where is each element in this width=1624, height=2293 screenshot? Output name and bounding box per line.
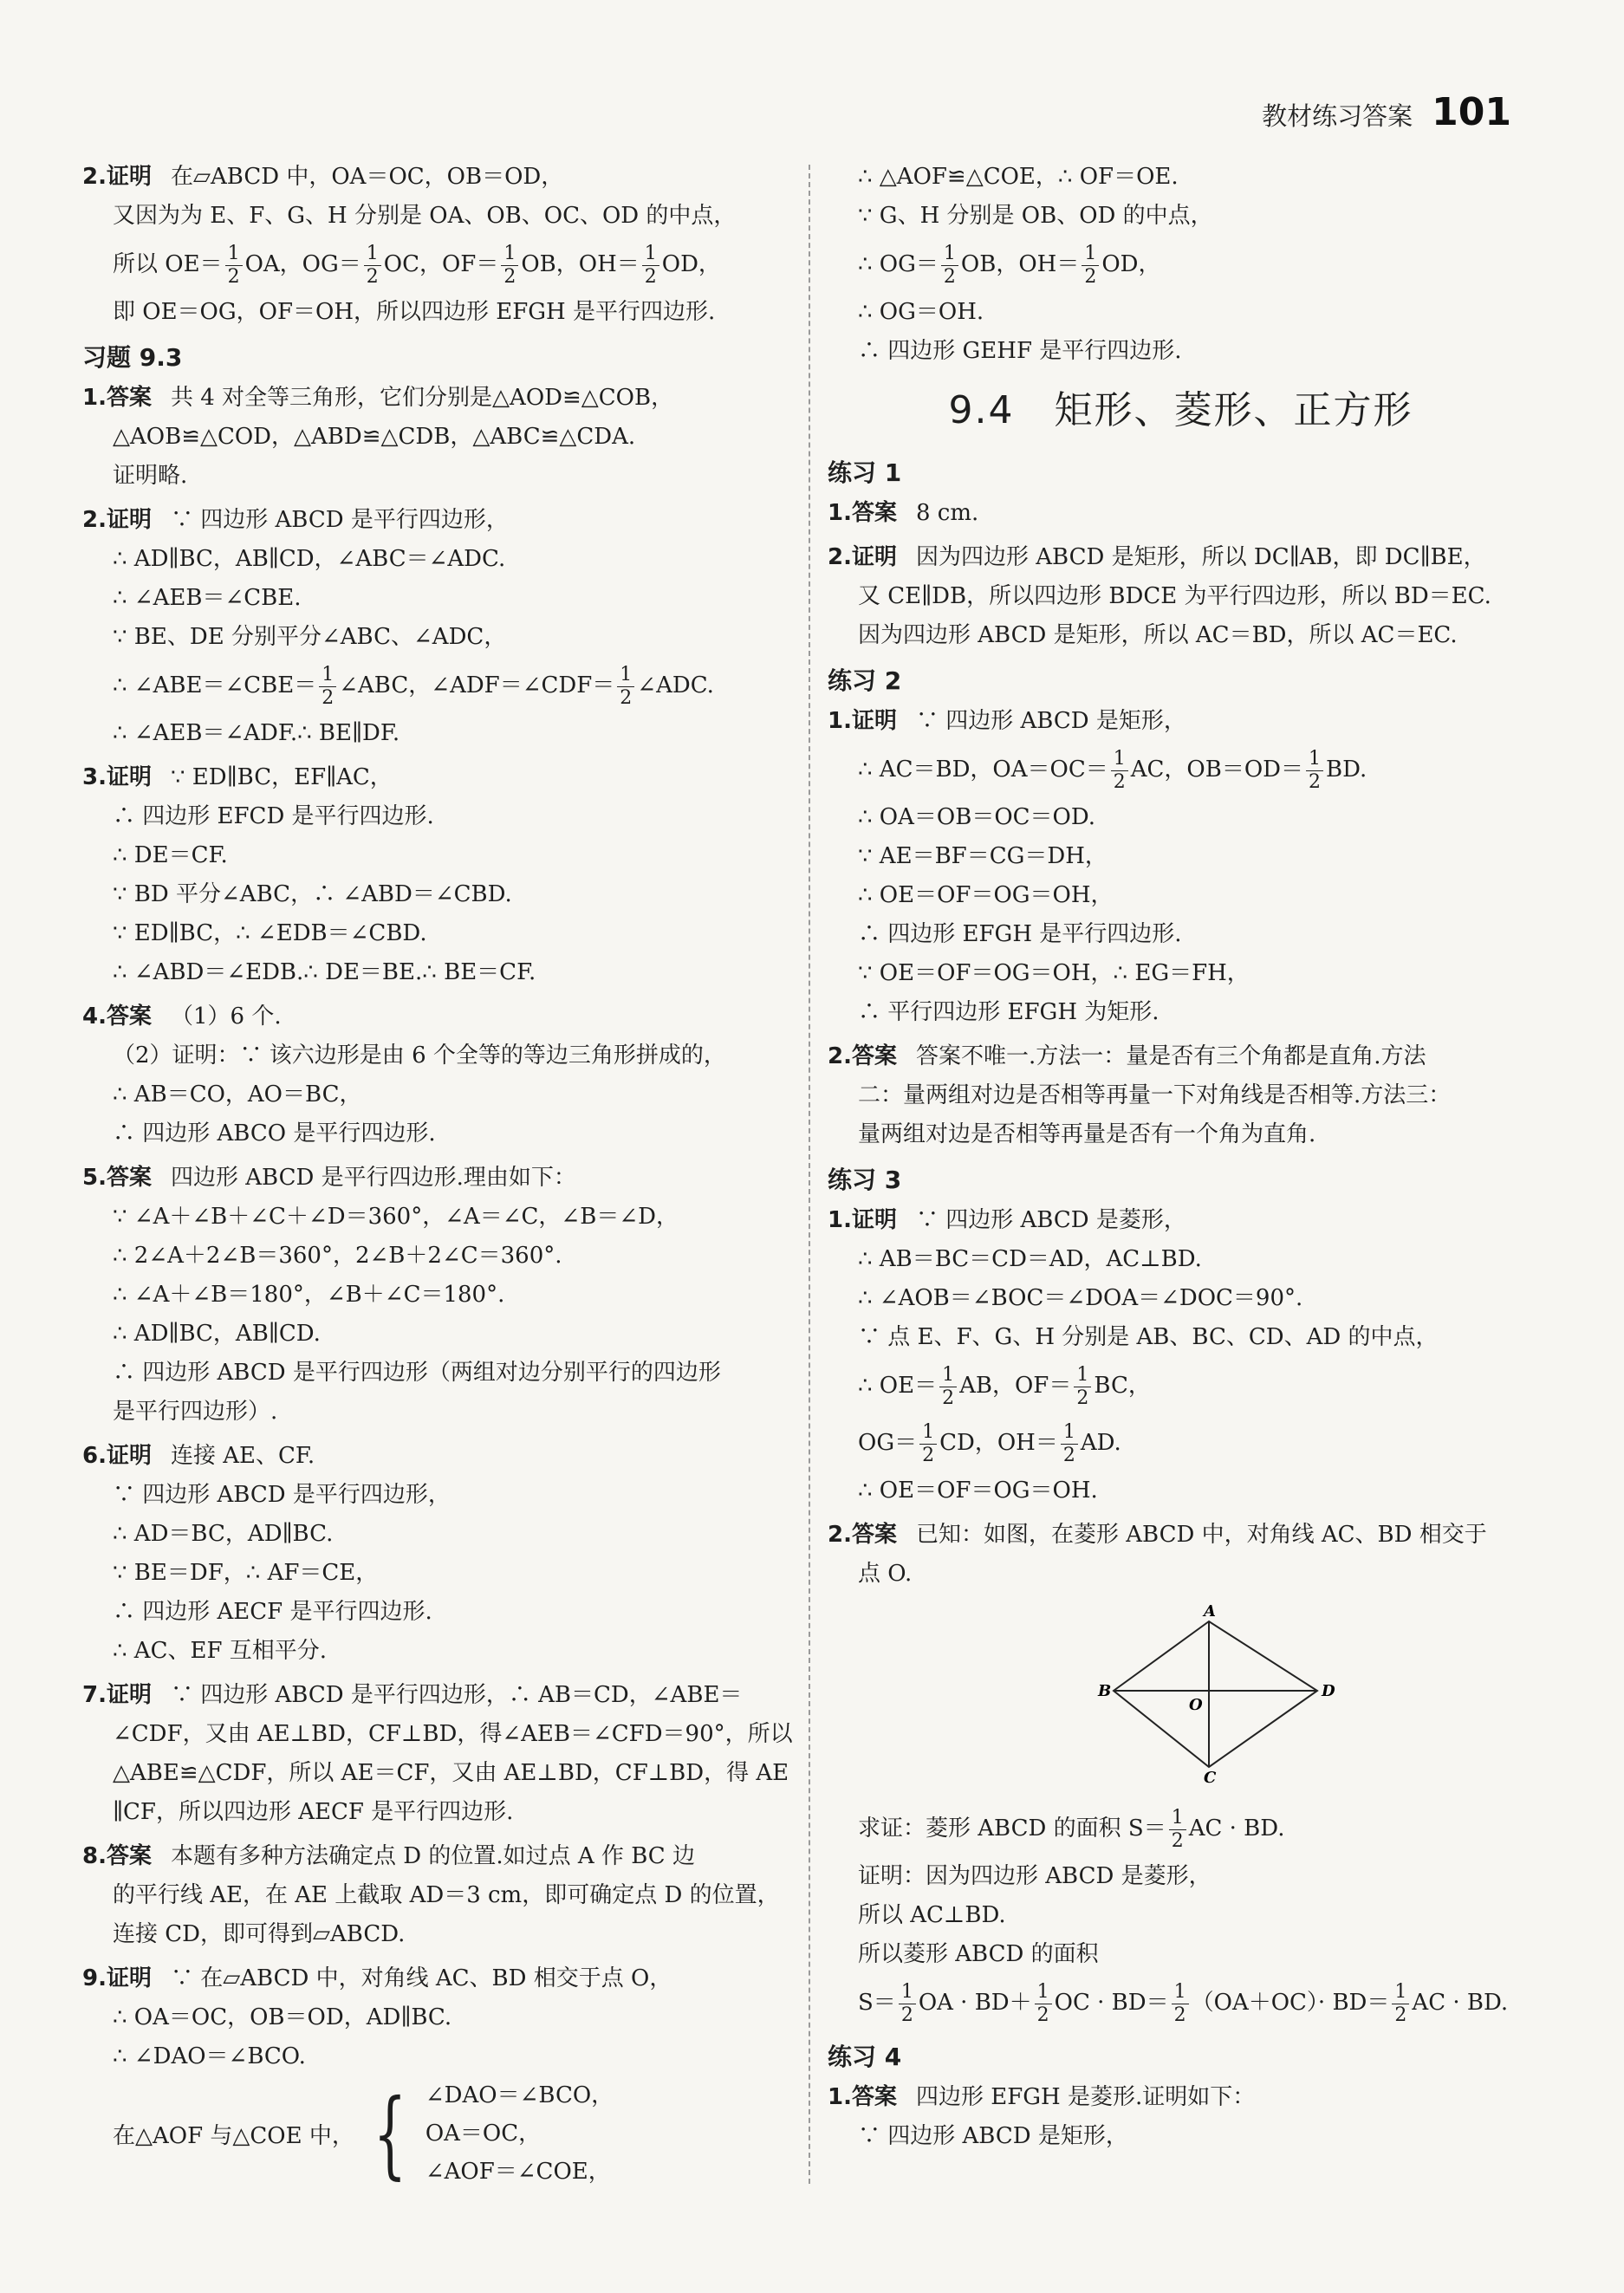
exercise-2: 2.证明 在▱ABCD 中，OA＝OC，OB＝OD， 又因为为 E、F、G、H 分别是 OA、OB、OC、OD 的中点， 所以 OE＝ $\frac{1}{2}$ OA，OG＝ $\frac{1}{2}$ OC，OF＝ $\frac{1}{2}$ OB，OH＝ $\frac{1}{2}$ OD， 即 OE＝OG，OF＝OH，所以四边形 EFGH 是平行四边形. xyxy=(82,164,737,325)
header-title: 教材练习答案 xyxy=(1262,101,1413,131)
label-o: O xyxy=(1189,1696,1203,1714)
label-b: B xyxy=(1098,1682,1112,1700)
exercise-6: 6.证明 连接 AE、CF. ∵ 四边形 ABCD 是平行四边形， ∴ AD＝BC，AD∥BC. ∵ BE＝DF，∴ AF＝CE， ∴ 四边形 AECF 是平行四边形. ∴ AC、EF 互相平分. xyxy=(82,1443,451,1664)
right-column: ∴ △AOF≌△COE，∴ OF＝OE. ∵ G、H 分别是 OB、OD 的中点， ∴ OG＝ $\frac{1}{2}$ OB，OH＝ $\frac{1}{2}$ OD， ∴ OG＝OH. ∴ 四边形 GEHF 是平行四边形. 9.4 矩形、菱形、正方形 练习 1 1.答案 8 cm. 2.证明 因为四边形 ABCD 是矩形，所以 DC∥AB，即 DC∥BE， 又 CE∥DB，所以四边形 BDCE 为平行四边形，所以 BD＝EC. 因为四边形 ABCD 是矩形，所以 AC＝BD，所以 AC＝EC. 练习 2 1.证明 ∵ 四边形 ABCD 是矩形， ∴ AC＝BD，OA＝OC＝ $\frac{1}{2}$ AC，OB＝OD＝ $\frac{1}{2}$ BD. ∴ OA＝OB＝OC＝OD. ∵ AE＝BF＝CG＝DH， ∴ OE＝OF＝OG＝OH， ∴ 四边形 EFGH 是平行四边形. ∵ OE＝OF＝OG＝OH，∴ EG＝FH， ∴ 平行四边形 EFGH 为矩形. 2.答案 答案不唯一.方法一：量是否有三个角都是直角.方法 二：量两组对边是否相等再量一下对角线是否相等.方法三： 量两组对边是否相等再量是否有一个角为直角. 练习 3 1.证明 ∵ 四边形 ABCD 是菱形， ∴ AB＝BC＝CD＝AD，AC⊥BD. ∴ ∠AOB＝∠BOC＝∠DOA＝∠DOC＝90°. ∵ 点 E、F、G、H 分别是 AB、BC、CD、AD 的中点， ∴ OE＝ $\frac{1}{2}$ AB，OF＝ $\frac{1}{2}$ BC， OG＝ $\frac{1}{2}$ CD，OH＝ $\frac{1}{2}$ AD. ∴ OE＝OF＝OG＝OH. 2.答案 已知：如图，在菱形 ABCD 中，对角线 AC、BD 相交于 点 O. A B C D O 求证：菱形 ABCD 的面积 S＝ $\frac{1}{2}$ AC · BD. 证明：因为四边形 ABCD 是菱形， 所以 AC⊥BD. 所以菱形 ABCD 的面积 S＝ $\frac{1}{2}$ OA · BD＋ $\frac{1}{2}$ OC · BD＝ $\frac{1}{2}$ （OA＋OC）· BD＝ $\frac{1}{2}$ AC · BD. 练习 4 1.答案 四边形 EFGH 是菱形.证明如下： ∵ 四边形 ABCD 是矩形， xyxy=(828,158,1534,2161)
exercise-5: 5.答案 四边形 ABCD 是平行四边形.理由如下： ∵ ∠A＋∠B＋∠C＋∠D＝360°，∠A＝∠C，∠B＝∠D， ∴ 2∠A＋2∠B＝360°，2∠B＋2∠C＝360°. ∴ ∠A＋∠B＝180°，∠B＋∠C＝180°. ∴ AD∥BC，AB∥CD. ∴ 四边形 ABCD 是平行四边形（两组对边分别平行的四边形 是平行四边形）. xyxy=(82,1165,721,1425)
exercise-7: 7.证明 ∵ 四边形 ABCD 是平行四边形，∴ AB＝CD，∠ABE＝ ∠CDF，又由 AE⊥BD，CF⊥BD，得∠AEB＝∠CFD＝90°，所以 △ABE≌△CDF，所以 AE＝CF，又由 AE⊥BD，CF⊥BD，得 AE ∥CF，所以四边形 AECF 是平行四边形. xyxy=(82,1682,793,1825)
exercise-2b: 2.证明 ∵ 四边形 ABCD 是平行四边形， ∴ AD∥BC，AB∥CD，∠ABC＝∠ADC. ∴ ∠AEB＝∠CBE. ∵ BE、DE 分别平分∠ABC、∠ADC， ∴ ∠ABE＝∠CBE＝ $\frac{1}{2}$ ∠ABC，∠ADF＝∠CDF＝ $\frac{1}{2}$ ∠ADC. ∴ ∠AEB＝∠ADF.∴ BE∥DF. xyxy=(82,507,714,746)
practice-4-heading: 练习 4 xyxy=(828,2043,902,2071)
rhombus-figure xyxy=(1088,1604,1534,1790)
exercise-3: 3.证明 ∵ ED∥BC，EF∥AC， ∴ 四边形 EFCD 是平行四边形. ∴ DE＝CF. ∵ BD 平分∠ABC，∴ ∠ABD＝∠CBD. ∵ ED∥BC，∴ ∠EDB＝∠CBD. ∴ ∠ABD＝∠EDB.∴ DE＝BE.∴ BE＝CF. xyxy=(82,764,536,985)
practice-3-heading: 练习 3 xyxy=(828,1166,902,1194)
label-a: A xyxy=(1204,1604,1216,1621)
practice-1-heading: 练习 1 xyxy=(828,458,902,487)
exercise-8: 8.答案 本题有多种方法确定点 D 的位置.如过点 A 作 BC 边 的平行线 AE，在 AE 上截取 AD＝3 cm，即可确定点 D 的位置， 连接 CD，即可得到▱ABCD. xyxy=(82,1843,780,1947)
exercise-4: 4.答案 （1）6 个. （2）证明：∵ 该六边形是由 6 个全等的等边三角形拼成的， ∴ AB＝CO，AO＝BC， ∴ 四边形 ABCO 是平行四边形. xyxy=(82,1004,726,1146)
chapter-title: 9.4 矩形、菱形、正方形 xyxy=(948,388,1413,432)
label-c: C xyxy=(1204,1769,1217,1786)
section-heading-exercises: 习题 9.3 xyxy=(82,343,183,372)
congruence-conditions: 在△AOF 与△COE 中， { ∠DAO＝∠BCO， OA＝OC， ∠AOF＝∠COE， xyxy=(113,2078,614,2189)
practice-2-heading: 练习 2 xyxy=(828,666,902,695)
exercise-9-continued: ∴ △AOF≌△COE，∴ OF＝OE. ∵ G、H 分别是 OB、OD 的中点， ∴ OG＝ $\frac{1}{2}$ OB，OH＝ $\frac{1}{2}$ OD， ∴ OG＝OH. ∴ 四边形 GEHF 是平行四边形. xyxy=(858,164,1213,364)
rhombus-diagram xyxy=(1088,1604,1339,1786)
rhombus-outline xyxy=(1114,1621,1317,1767)
label-d: D xyxy=(1322,1682,1335,1700)
page-header xyxy=(1262,90,1511,134)
exercise-1: 1.答案 共 4 对全等三角形，它们分别是△AOD≌△COB， △AOB≌△COD，△ABD≌△CDB，△ABC≌△CDA. 证明略. xyxy=(82,385,674,489)
page-number: 101 xyxy=(1432,90,1511,134)
brace: { xyxy=(373,2078,407,2189)
left-column xyxy=(82,158,793,2196)
column-divider xyxy=(809,165,810,2184)
exercise-9: 9.证明 ∵ 在▱ABCD 中，对角线 AC、BD 相交于点 O， ∴ OA＝OC，OB＝OD，AD∥BC. ∴ ∠DAO＝∠BCO. 在△AOF 与△COE 中， { ∠DAO＝∠BCO， OA＝OC， ∠AOF＝∠COE， xyxy=(82,1959,789,2191)
